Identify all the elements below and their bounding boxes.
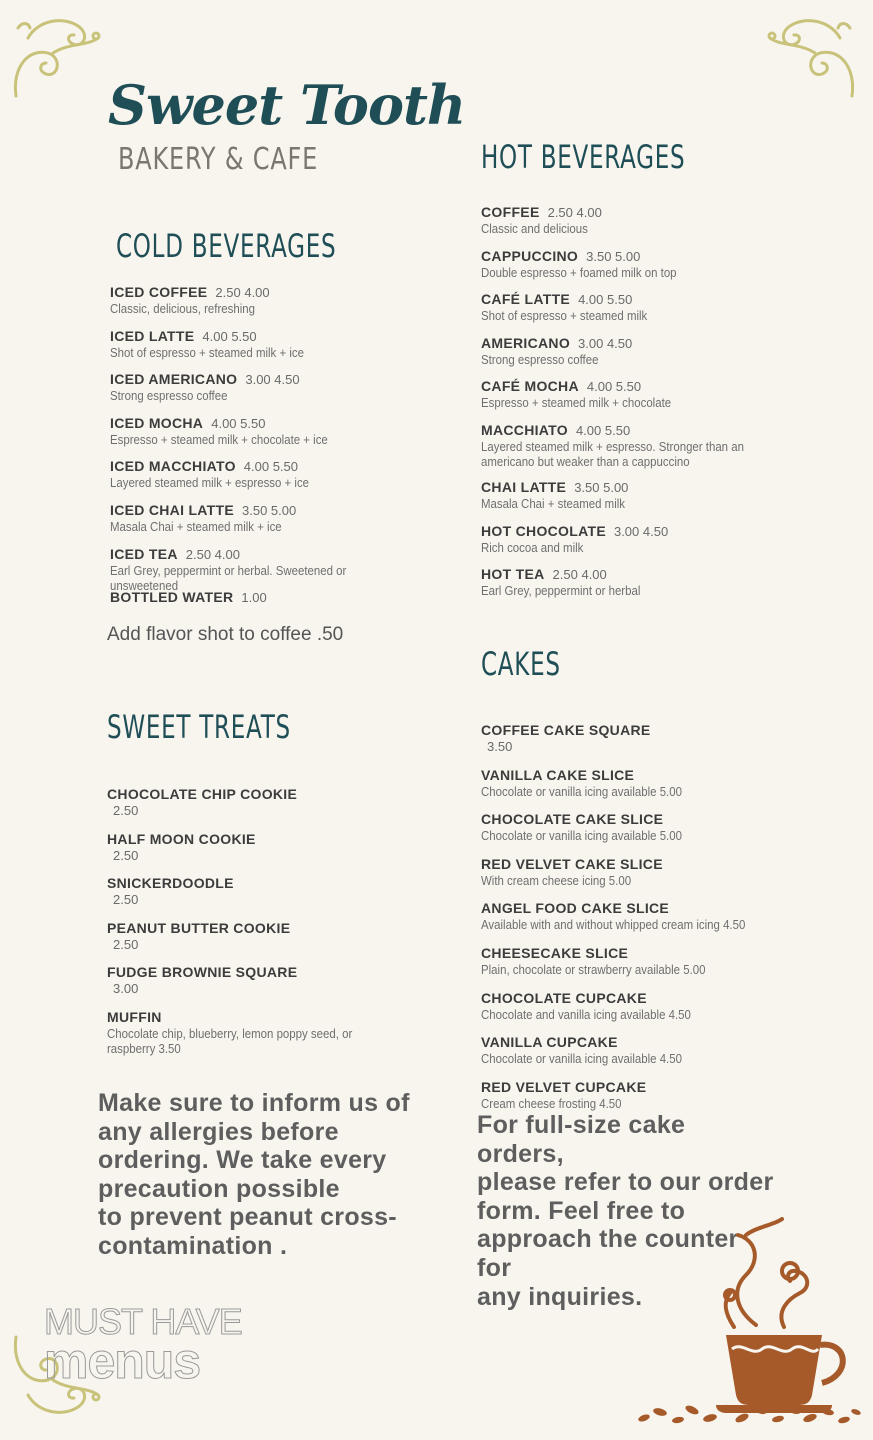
menu-item — [481, 204, 831, 248]
swirl-ornament-icon — [760, 8, 860, 103]
item-description: Strong espresso coffee — [481, 351, 599, 367]
item-name: ICED COFFEE — [110, 284, 208, 300]
menu-item — [481, 767, 831, 812]
item-description: Earl Grey, peppermint or herbal — [481, 583, 641, 599]
allergy-note-line: Make sure to inform us of — [98, 1089, 410, 1117]
item-name: ICED MOCHA — [110, 414, 204, 431]
item-name: CHAI LATTE — [481, 478, 567, 495]
item-name: SNICKERDOODLE — [107, 875, 234, 892]
allergy-note — [98, 1089, 438, 1261]
menu-item — [110, 502, 440, 546]
item-price: 4.00 5.50 — [578, 292, 633, 308]
item-price: 4.00 5.50 — [243, 459, 299, 475]
item-name: CHEESECAKE SLICE — [481, 944, 629, 961]
item-price: 2.50 4.00 — [185, 546, 240, 562]
item-name: VANILLA CUPCAKE — [481, 1034, 618, 1051]
menu-item — [107, 964, 437, 1009]
menu-item — [107, 875, 437, 920]
item-description: Masala Chai + steamed milk — [481, 495, 626, 511]
item-description: Plain, chocolate or strawberry available 5.00 — [481, 961, 706, 977]
item-name: CHOCOLATE CUPCAKE — [481, 989, 647, 1006]
item-description: Shot of espresso + steamed milk — [481, 308, 648, 324]
item-name: AMERICANO — [481, 334, 571, 351]
cakes-list — [481, 722, 831, 1111]
cake-order-note-line: For full-size cake orders, — [477, 1111, 686, 1168]
item-description: Espresso + steamed milk + chocolate + ice — [110, 431, 328, 447]
menu-item — [481, 378, 831, 422]
item-description: Chocolate and vanilla icing available 4.50 — [481, 1006, 691, 1022]
item-name: ICED CHAI LATTE — [110, 501, 235, 518]
item-name: HALF MOON COOKIE — [107, 830, 256, 847]
brand-subtitle: BAKERY & CAFE — [118, 142, 319, 177]
item-name: RED VELVET CUPCAKE — [481, 1078, 647, 1095]
item-name: MACCHIATO — [481, 421, 568, 438]
menu-item — [107, 1009, 437, 1056]
item-description: Chocolate or vanilla icing available 5.00 — [481, 783, 682, 799]
menu-item — [481, 990, 831, 1035]
cake-order-note-line: please refer to our order — [477, 1168, 774, 1197]
item-description: Double espresso + foamed milk on top — [481, 264, 677, 280]
item-price: 2.50 4.00 — [547, 205, 602, 220]
swirl-ornament-icon — [8, 8, 108, 103]
menu-item — [107, 920, 437, 965]
item-price: 3.50 5.00 — [586, 248, 641, 264]
item-description: Chocolate or vanilla icing available 4.50 — [481, 1051, 682, 1067]
menu-item — [110, 371, 440, 415]
item-price: 2.50 — [113, 803, 139, 818]
item-price: 4.00 5.50 — [575, 422, 631, 438]
item-description: Earl Grey, peppermint or herbal. Sweetened or unsweetened — [110, 562, 347, 593]
watermark-logo — [44, 1301, 242, 1389]
menu-item — [481, 900, 831, 945]
menu-item — [481, 248, 831, 292]
menu-item — [481, 1079, 831, 1111]
item-name: ANGEL FOOD CAKE SLICE — [481, 900, 670, 917]
menu-item — [110, 458, 440, 502]
menu-item — [481, 1034, 831, 1079]
item-name: ICED LATTE — [110, 327, 195, 344]
item-price: 3.50 5.00 — [242, 502, 297, 518]
item-price: 2.50 — [113, 936, 139, 952]
item-description: Shot of espresso + steamed milk + ice — [110, 344, 304, 360]
item-price: 2.50 4.00 — [552, 567, 607, 583]
item-name: PEANUT BUTTER COOKIE — [107, 919, 291, 936]
item-price: 4.00 5.50 — [202, 328, 257, 344]
sweet-treats-list — [107, 786, 437, 1056]
item-price: 3.00 — [113, 981, 139, 997]
menu-item — [481, 422, 831, 479]
brand-title: Sweet Tooth — [108, 73, 466, 137]
item-description: Classic and delicious — [481, 221, 588, 236]
item-description: With cream cheese icing 5.00 — [481, 872, 632, 888]
watermark-line: MUST HAVE — [44, 1301, 242, 1342]
item-description: Chocolate or vanilla icing available 5.00 — [481, 828, 682, 844]
hot-beverages-list — [481, 204, 831, 598]
item-name: CHOCOLATE CAKE SLICE — [481, 811, 664, 828]
flavor-shot-note: Add flavor shot to coffee .50 — [107, 624, 344, 645]
item-price: 3.00 4.50 — [245, 372, 300, 388]
sweet-treats-title: SWEET TREATS — [107, 708, 291, 746]
item-price: 3.50 — [487, 739, 513, 754]
cakes-title: CAKES — [481, 645, 561, 683]
menu-item — [481, 722, 831, 767]
menu-item — [107, 786, 437, 831]
menu-item — [110, 415, 440, 459]
hot-beverages-title: HOT BEVERAGES — [481, 138, 686, 176]
menu-item — [110, 545, 440, 593]
coffee-beans-icon — [630, 1388, 866, 1428]
item-name: CAPPUCCINO — [481, 247, 579, 264]
item-name: ICED MACCHIATO — [110, 458, 236, 475]
cake-order-note-line: approach the counter for — [477, 1225, 739, 1282]
item-price: 2.50 — [113, 892, 139, 908]
allergy-note-line: contamination . — [98, 1231, 288, 1260]
item-name: MUFFIN — [107, 1008, 162, 1025]
item-name: RED VELVET CAKE SLICE — [481, 855, 663, 872]
item-price: 3.00 4.50 — [613, 523, 669, 539]
cold-beverages-list — [110, 284, 440, 606]
item-description: Rich cocoa and milk — [481, 539, 584, 555]
item-name: COFFEE CAKE SQUARE — [481, 722, 651, 738]
item-price: 4.00 5.50 — [586, 379, 642, 395]
item-name: ICED TEA — [110, 545, 178, 562]
cold-beverages-title: COLD BEVERAGES — [116, 227, 337, 265]
item-name: CAFÉ MOCHA — [481, 378, 579, 395]
allergy-note-line: any allergies before — [98, 1117, 339, 1146]
item-description: Masala Chai + steamed milk + ice — [110, 518, 282, 534]
item-description: Classic, delicious, refreshing — [110, 301, 255, 316]
item-name: CAFÉ LATTE — [481, 291, 571, 308]
menu-item — [481, 335, 831, 379]
menu-item — [481, 856, 831, 901]
cake-order-note-line: form. Feel free to — [477, 1196, 686, 1225]
item-price: 3.50 5.00 — [574, 479, 629, 495]
menu-item — [481, 291, 831, 335]
item-description: Chocolate chip, blueberry, lemon poppy seed, or raspberry 3.50 — [107, 1025, 353, 1056]
item-name: BOTTLED WATER — [110, 589, 234, 606]
item-name: VANILLA CAKE SLICE — [481, 766, 635, 783]
item-price: 3.00 4.50 — [578, 335, 633, 351]
allergy-note-line: to prevent peanut cross- — [98, 1203, 397, 1232]
menu-item — [481, 566, 831, 598]
item-price: 4.00 5.50 — [211, 415, 266, 431]
allergy-note-line: precaution possible — [98, 1174, 340, 1203]
menu-item — [481, 811, 831, 856]
item-name: COFFEE — [481, 204, 540, 220]
item-name: ICED AMERICANO — [110, 371, 238, 388]
item-description: Cream cheese frosting 4.50 — [481, 1095, 622, 1111]
item-name: FUDGE BROWNIE SQUARE — [107, 964, 298, 981]
item-description: Layered steamed milk + espresso. Stronger than an americano but weaker than a cappuccino — [481, 438, 744, 469]
watermark-line: menus — [44, 1333, 201, 1389]
item-name: HOT CHOCOLATE — [481, 522, 606, 539]
item-name: HOT TEA — [481, 566, 545, 583]
menu-item — [481, 479, 831, 523]
allergy-note-line: ordering. We take every — [98, 1146, 387, 1175]
item-description: Espresso + steamed milk + chocolate — [481, 395, 672, 411]
item-name: CHOCOLATE CHIP COOKIE — [107, 786, 298, 802]
item-price: 1.00 — [241, 590, 267, 606]
item-description: Available with and without whipped cream icing 4.50 — [481, 917, 746, 933]
menu-item — [110, 328, 440, 372]
menu-item — [110, 284, 440, 328]
item-description: Layered steamed milk + espresso + ice — [110, 475, 310, 491]
menu-item — [107, 831, 437, 876]
menu-item — [481, 523, 831, 567]
item-description: Strong espresso coffee — [110, 388, 228, 404]
item-price: 2.50 4.00 — [215, 285, 270, 300]
menu-item — [481, 945, 831, 990]
cake-order-note-line: any inquiries. — [477, 1282, 643, 1311]
item-price: 2.50 — [113, 847, 139, 863]
